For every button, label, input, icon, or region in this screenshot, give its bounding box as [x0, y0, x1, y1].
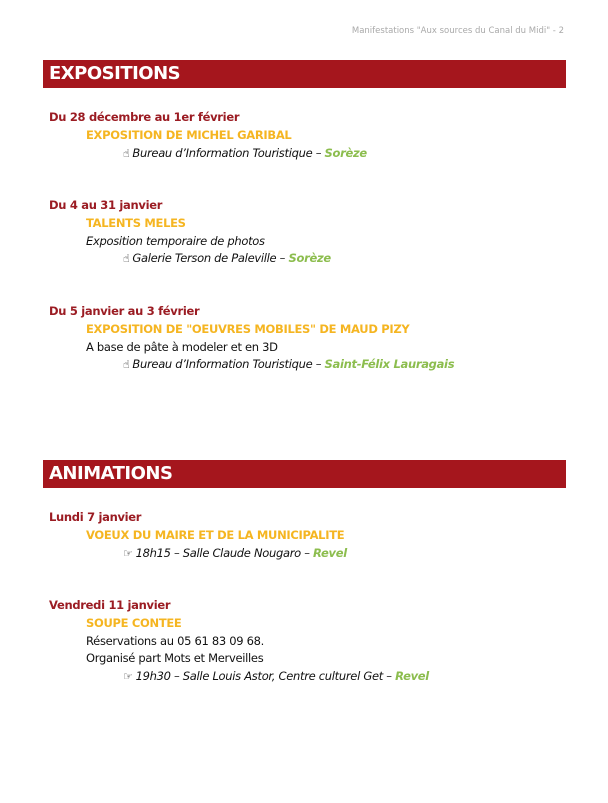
event-location	[123, 546, 347, 560]
event-town: Revel	[313, 546, 347, 560]
event-location	[123, 146, 367, 160]
event-location	[123, 357, 454, 371]
hand-pointer-icon: ☝	[123, 358, 130, 371]
hand-pointer-icon: ☝	[123, 252, 130, 265]
event-date: Du 5 janvier au 3 février	[49, 304, 200, 318]
event-location	[123, 251, 331, 265]
event-title: TALENTS MELES	[86, 216, 186, 230]
event-date: Du 28 décembre au 1er février	[49, 110, 240, 124]
event-location-text: Galerie Terson de Paleville –	[132, 251, 289, 265]
event-title: VOEUX DU MAIRE ET DE LA MUNICIPALITE	[86, 528, 345, 542]
hand-pointer-icon: ☝	[123, 147, 130, 160]
event-date: Lundi 7 janvier	[49, 510, 142, 524]
event-title: EXPOSITION DE MICHEL GARIBAL	[86, 128, 292, 142]
event-location-text: Bureau d’Information Touristique –	[132, 357, 325, 371]
event-location-text: Bureau d’Information Touristique –	[132, 146, 325, 160]
event-town: Sorèze	[288, 251, 331, 265]
event-title: EXPOSITION DE "OEUVRES MOBILES" DE MAUD PIZY	[86, 322, 410, 336]
event-town: Revel	[395, 669, 429, 683]
hand-pointer-icon: ☞	[123, 670, 133, 683]
event-location	[123, 669, 429, 683]
event-town: Saint-Félix Lauragais	[324, 357, 455, 371]
event-location-text: 19h30 – Salle Louis Astor, Centre culturel Get –	[135, 669, 396, 683]
section-title-expositions: EXPOSITIONS	[43, 60, 566, 88]
event-town: Sorèze	[324, 146, 367, 160]
event-description: Réservations au 05 61 83 09 68.	[86, 634, 265, 648]
event-date: Vendredi 11 janvier	[49, 598, 171, 612]
event-title: SOUPE CONTEE	[86, 616, 182, 630]
page-header: Manifestations "Aux sources du Canal du Midi" - 2	[351, 26, 564, 36]
event-description: A base de pâte à modeler et en 3D	[86, 340, 278, 354]
event-description: Organisé part Mots et Merveilles	[86, 651, 264, 665]
section-title-animations: ANIMATIONS	[43, 460, 566, 488]
event-location-text: 18h15 – Salle Claude Nougaro –	[135, 546, 314, 560]
hand-pointer-icon: ☞	[123, 547, 133, 560]
event-description: Exposition temporaire de photos	[86, 234, 265, 248]
event-date: Du 4 au 31 janvier	[49, 198, 163, 212]
